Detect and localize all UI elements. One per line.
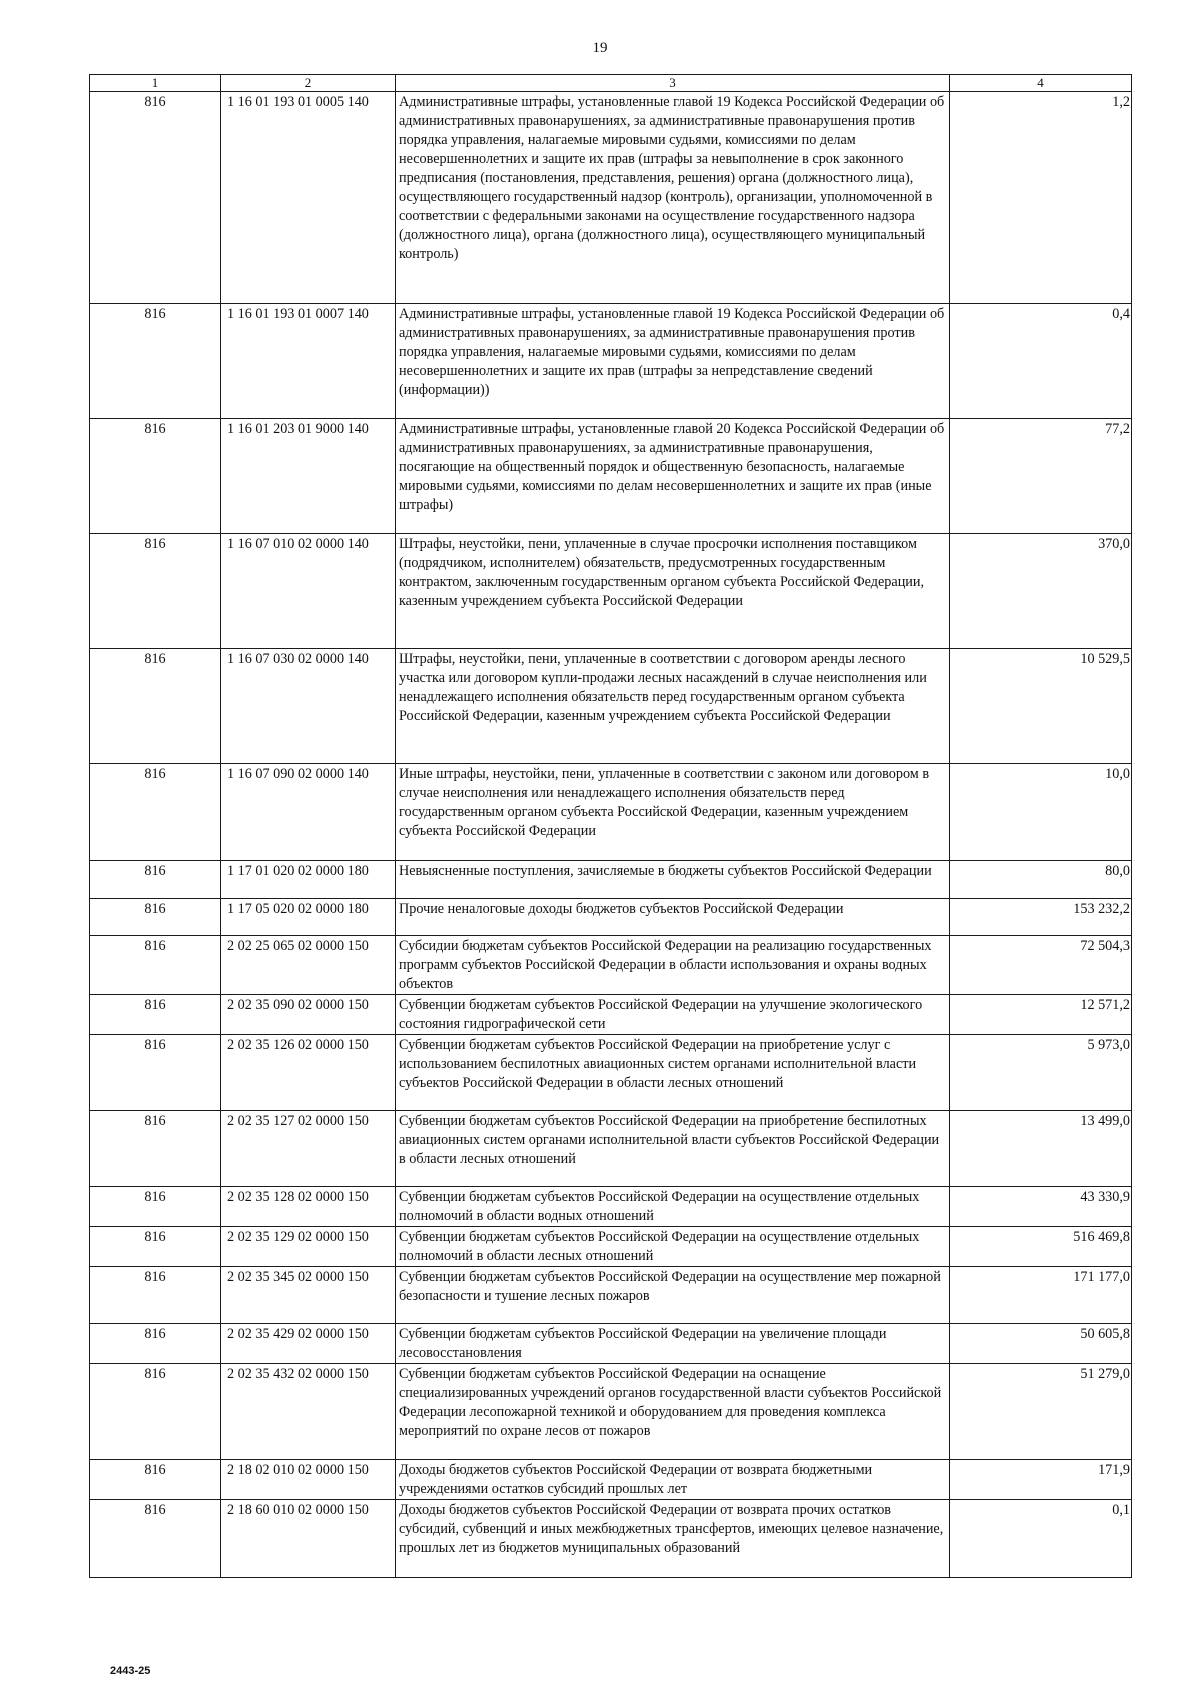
description-cell: Административные штрафы, установленные главой 19 Кодекса Российской Федерации об административных правонарушениях, за административные правонарушения против порядка управления, налагаемые мировыми судьями, комиссиями по делам несовершеннолетних и защите их прав (штрафы за непредставление сведений (информации)): [396, 304, 950, 419]
chapter-code-cell: 816: [90, 1187, 221, 1227]
description-cell: Штрафы, неустойки, пени, уплаченные в соответствии с договором аренды лесного участка или договором купли-продажи лесных насаждений в случае неисполнения или ненадлежащего исполнения обязательств перед государственным органом субъекта Российской Федерации, казенным учреждением субъекта Российской Федерации: [396, 649, 950, 764]
amount-cell: 0,1: [950, 1500, 1132, 1578]
amount-cell: 13 499,0: [950, 1111, 1132, 1187]
chapter-code-cell: 816: [90, 1500, 221, 1578]
page-number: 19: [592, 40, 608, 56]
amount-cell: 370,0: [950, 534, 1132, 649]
chapter-code-cell: 816: [90, 649, 221, 764]
chapter-code-cell: 816: [90, 899, 221, 936]
amount-cell: 0,4: [950, 304, 1132, 419]
chapter-code-cell: 816: [90, 1227, 221, 1267]
table-row: [90, 92, 1132, 304]
header-col-3: 3: [396, 75, 950, 92]
chapter-code-cell: 816: [90, 1035, 221, 1111]
table-body: [90, 92, 1132, 1578]
amount-cell: 153 232,2: [950, 899, 1132, 936]
budget-code-cell: 2 02 35 128 02 0000 150: [221, 1187, 396, 1227]
amount-cell: 1,2: [950, 92, 1132, 304]
chapter-code-cell: 816: [90, 534, 221, 649]
description-cell: Субвенции бюджетам субъектов Российской Федерации на осуществление мер пожарной безопасности и тушение лесных пожаров: [396, 1267, 950, 1324]
budget-code-cell: 1 16 07 010 02 0000 140: [221, 534, 396, 649]
table-row: [90, 1187, 1132, 1227]
table-row: [90, 1111, 1132, 1187]
budget-code-cell: 2 02 35 129 02 0000 150: [221, 1227, 396, 1267]
description-cell: Субсидии бюджетам субъектов Российской Федерации на реализацию государственных программ субъектов Российской Федерации в области использования и охраны водных объектов: [396, 936, 950, 995]
budget-code-cell: 1 17 01 020 02 0000 180: [221, 861, 396, 899]
description-cell: Административные штрафы, установленные главой 20 Кодекса Российской Федерации об административных правонарушениях, за административные правонарушения, посягающие на общественный порядок и общественную безопасность, налагаемые мировыми судьями, комиссиями по делам несовершеннолетних и защите их прав (иные штрафы): [396, 419, 950, 534]
header-col-4: 4: [950, 75, 1132, 92]
budget-code-cell: 1 16 07 030 02 0000 140: [221, 649, 396, 764]
chapter-code-cell: 816: [90, 861, 221, 899]
chapter-code-cell: 816: [90, 1267, 221, 1324]
description-cell: Административные штрафы, установленные главой 19 Кодекса Российской Федерации об административных правонарушениях, за административные правонарушения против порядка управления, налагаемые мировыми судьями, комиссиями по делам несовершеннолетних и защите их прав (штрафы за невыполнение в срок законного предписания (постановления, представления, решения) органа (должностного лица), осуществляющего государственный надзор (контроль), организации, уполномоченной в соответствии с федеральными законами на осуществление государственного надзора (должностного лица), органа (должностного лица), осуществляющего муниципальный контроль): [396, 92, 950, 304]
budget-code-cell: 2 02 35 429 02 0000 150: [221, 1324, 396, 1364]
budget-code-cell: 1 16 07 090 02 0000 140: [221, 764, 396, 861]
chapter-code-cell: 816: [90, 1460, 221, 1500]
header-col-1: 1: [90, 75, 221, 92]
budget-code-cell: 2 02 35 432 02 0000 150: [221, 1364, 396, 1460]
budget-code-cell: 2 02 35 345 02 0000 150: [221, 1267, 396, 1324]
table-row: [90, 304, 1132, 419]
table-row: [90, 899, 1132, 936]
table-row: [90, 995, 1132, 1035]
budget-code-cell: 2 02 35 090 02 0000 150: [221, 995, 396, 1035]
table-row: [90, 861, 1132, 899]
table-row: [90, 936, 1132, 995]
description-cell: Невыясненные поступления, зачисляемые в бюджеты субъектов Российской Федерации: [396, 861, 950, 899]
budget-code-cell: 2 18 02 010 02 0000 150: [221, 1460, 396, 1500]
table-row: [90, 1460, 1132, 1500]
amount-cell: 43 330,9: [950, 1187, 1132, 1227]
amount-cell: 77,2: [950, 419, 1132, 534]
description-cell: Штрафы, неустойки, пени, уплаченные в случае просрочки исполнения поставщиком (подрядчиком, исполнителем) обязательств, предусмотренных государственным контрактом, заключенным государственным органом субъекта Российской Федерации, казенным учреждением субъекта Российской Федерации: [396, 534, 950, 649]
table-row: [90, 419, 1132, 534]
table-row: [90, 1035, 1132, 1111]
chapter-code-cell: 816: [90, 936, 221, 995]
description-cell: Субвенции бюджетам субъектов Российской Федерации на осуществление отдельных полномочий в области водных отношений: [396, 1187, 950, 1227]
description-cell: Субвенции бюджетам субъектов Российской Федерации на приобретение беспилотных авиационных систем органами исполнительной власти субъектов Российской Федерации в области лесных отношений: [396, 1111, 950, 1187]
description-cell: Субвенции бюджетам субъектов Российской Федерации на осуществление отдельных полномочий в области лесных отношений: [396, 1227, 950, 1267]
chapter-code-cell: 816: [90, 1324, 221, 1364]
table-row: [90, 649, 1132, 764]
description-cell: Субвенции бюджетам субъектов Российской Федерации на приобретение услуг с использованием беспилотных авиационных систем органами исполнительной власти субъектов Российской Федерации в области лесных отношений: [396, 1035, 950, 1111]
amount-cell: 72 504,3: [950, 936, 1132, 995]
chapter-code-cell: 816: [90, 92, 221, 304]
table-row: [90, 1267, 1132, 1324]
amount-cell: 171 177,0: [950, 1267, 1132, 1324]
description-cell: Субвенции бюджетам субъектов Российской Федерации на улучшение экологического состояния гидрографической сети: [396, 995, 950, 1035]
table-row: [90, 534, 1132, 649]
description-cell: Субвенции бюджетам субъектов Российской Федерации на оснащение специализированных учреждений органов государственной власти субъектов Российской Федерации лесопожарной техникой и оборудованием для проведения комплекса мероприятий по охране лесов от пожаров: [396, 1364, 950, 1460]
budget-code-cell: 1 16 01 193 01 0007 140: [221, 304, 396, 419]
chapter-code-cell: 816: [90, 304, 221, 419]
amount-cell: 50 605,8: [950, 1324, 1132, 1364]
description-cell: Доходы бюджетов субъектов Российской Федерации от возврата бюджетными учреждениями остатков субсидий прошлых лет: [396, 1460, 950, 1500]
table-row: [90, 1364, 1132, 1460]
budget-code-cell: 2 02 35 127 02 0000 150: [221, 1111, 396, 1187]
revenue-table: [89, 74, 1132, 1578]
table-row: [90, 1500, 1132, 1578]
amount-cell: 51 279,0: [950, 1364, 1132, 1460]
chapter-code-cell: 816: [90, 1364, 221, 1460]
description-cell: Субвенции бюджетам субъектов Российской Федерации на увеличение площади лесовосстановления: [396, 1324, 950, 1364]
amount-cell: 10 529,5: [950, 649, 1132, 764]
budget-code-cell: 2 02 25 065 02 0000 150: [221, 936, 396, 995]
amount-cell: 80,0: [950, 861, 1132, 899]
budget-code-cell: 1 16 01 193 01 0005 140: [221, 92, 396, 304]
table-row: [90, 764, 1132, 861]
budget-code-cell: 1 17 05 020 02 0000 180: [221, 899, 396, 936]
budget-code-cell: 2 18 60 010 02 0000 150: [221, 1500, 396, 1578]
table-row: [90, 1227, 1132, 1267]
description-cell: Доходы бюджетов субъектов Российской Федерации от возврата прочих остатков субсидий, субвенций и иных межбюджетных трансфертов, имеющих целевое назначение, прошлых лет из бюджетов муниципальных образований: [396, 1500, 950, 1578]
document-code: 2443-25: [110, 1665, 151, 1677]
budget-code-cell: 1 16 01 203 01 9000 140: [221, 419, 396, 534]
header-col-2: 2: [221, 75, 396, 92]
amount-cell: 5 973,0: [950, 1035, 1132, 1111]
chapter-code-cell: 816: [90, 419, 221, 534]
amount-cell: 12 571,2: [950, 995, 1132, 1035]
amount-cell: 10,0: [950, 764, 1132, 861]
description-cell: Иные штрафы, неустойки, пени, уплаченные в соответствии с законом или договором в случае неисполнения или ненадлежащего исполнения обязательств перед государственным органом субъекта Российской Федерации, казенным учреждением субъекта Российской Федерации: [396, 764, 950, 861]
amount-cell: 516 469,8: [950, 1227, 1132, 1267]
chapter-code-cell: 816: [90, 1111, 221, 1187]
description-cell: Прочие неналоговые доходы бюджетов субъектов Российской Федерации: [396, 899, 950, 936]
amount-cell: 171,9: [950, 1460, 1132, 1500]
budget-code-cell: 2 02 35 126 02 0000 150: [221, 1035, 396, 1111]
table-row: [90, 1324, 1132, 1364]
table-header-row: [90, 75, 1132, 92]
chapter-code-cell: 816: [90, 995, 221, 1035]
chapter-code-cell: 816: [90, 764, 221, 861]
